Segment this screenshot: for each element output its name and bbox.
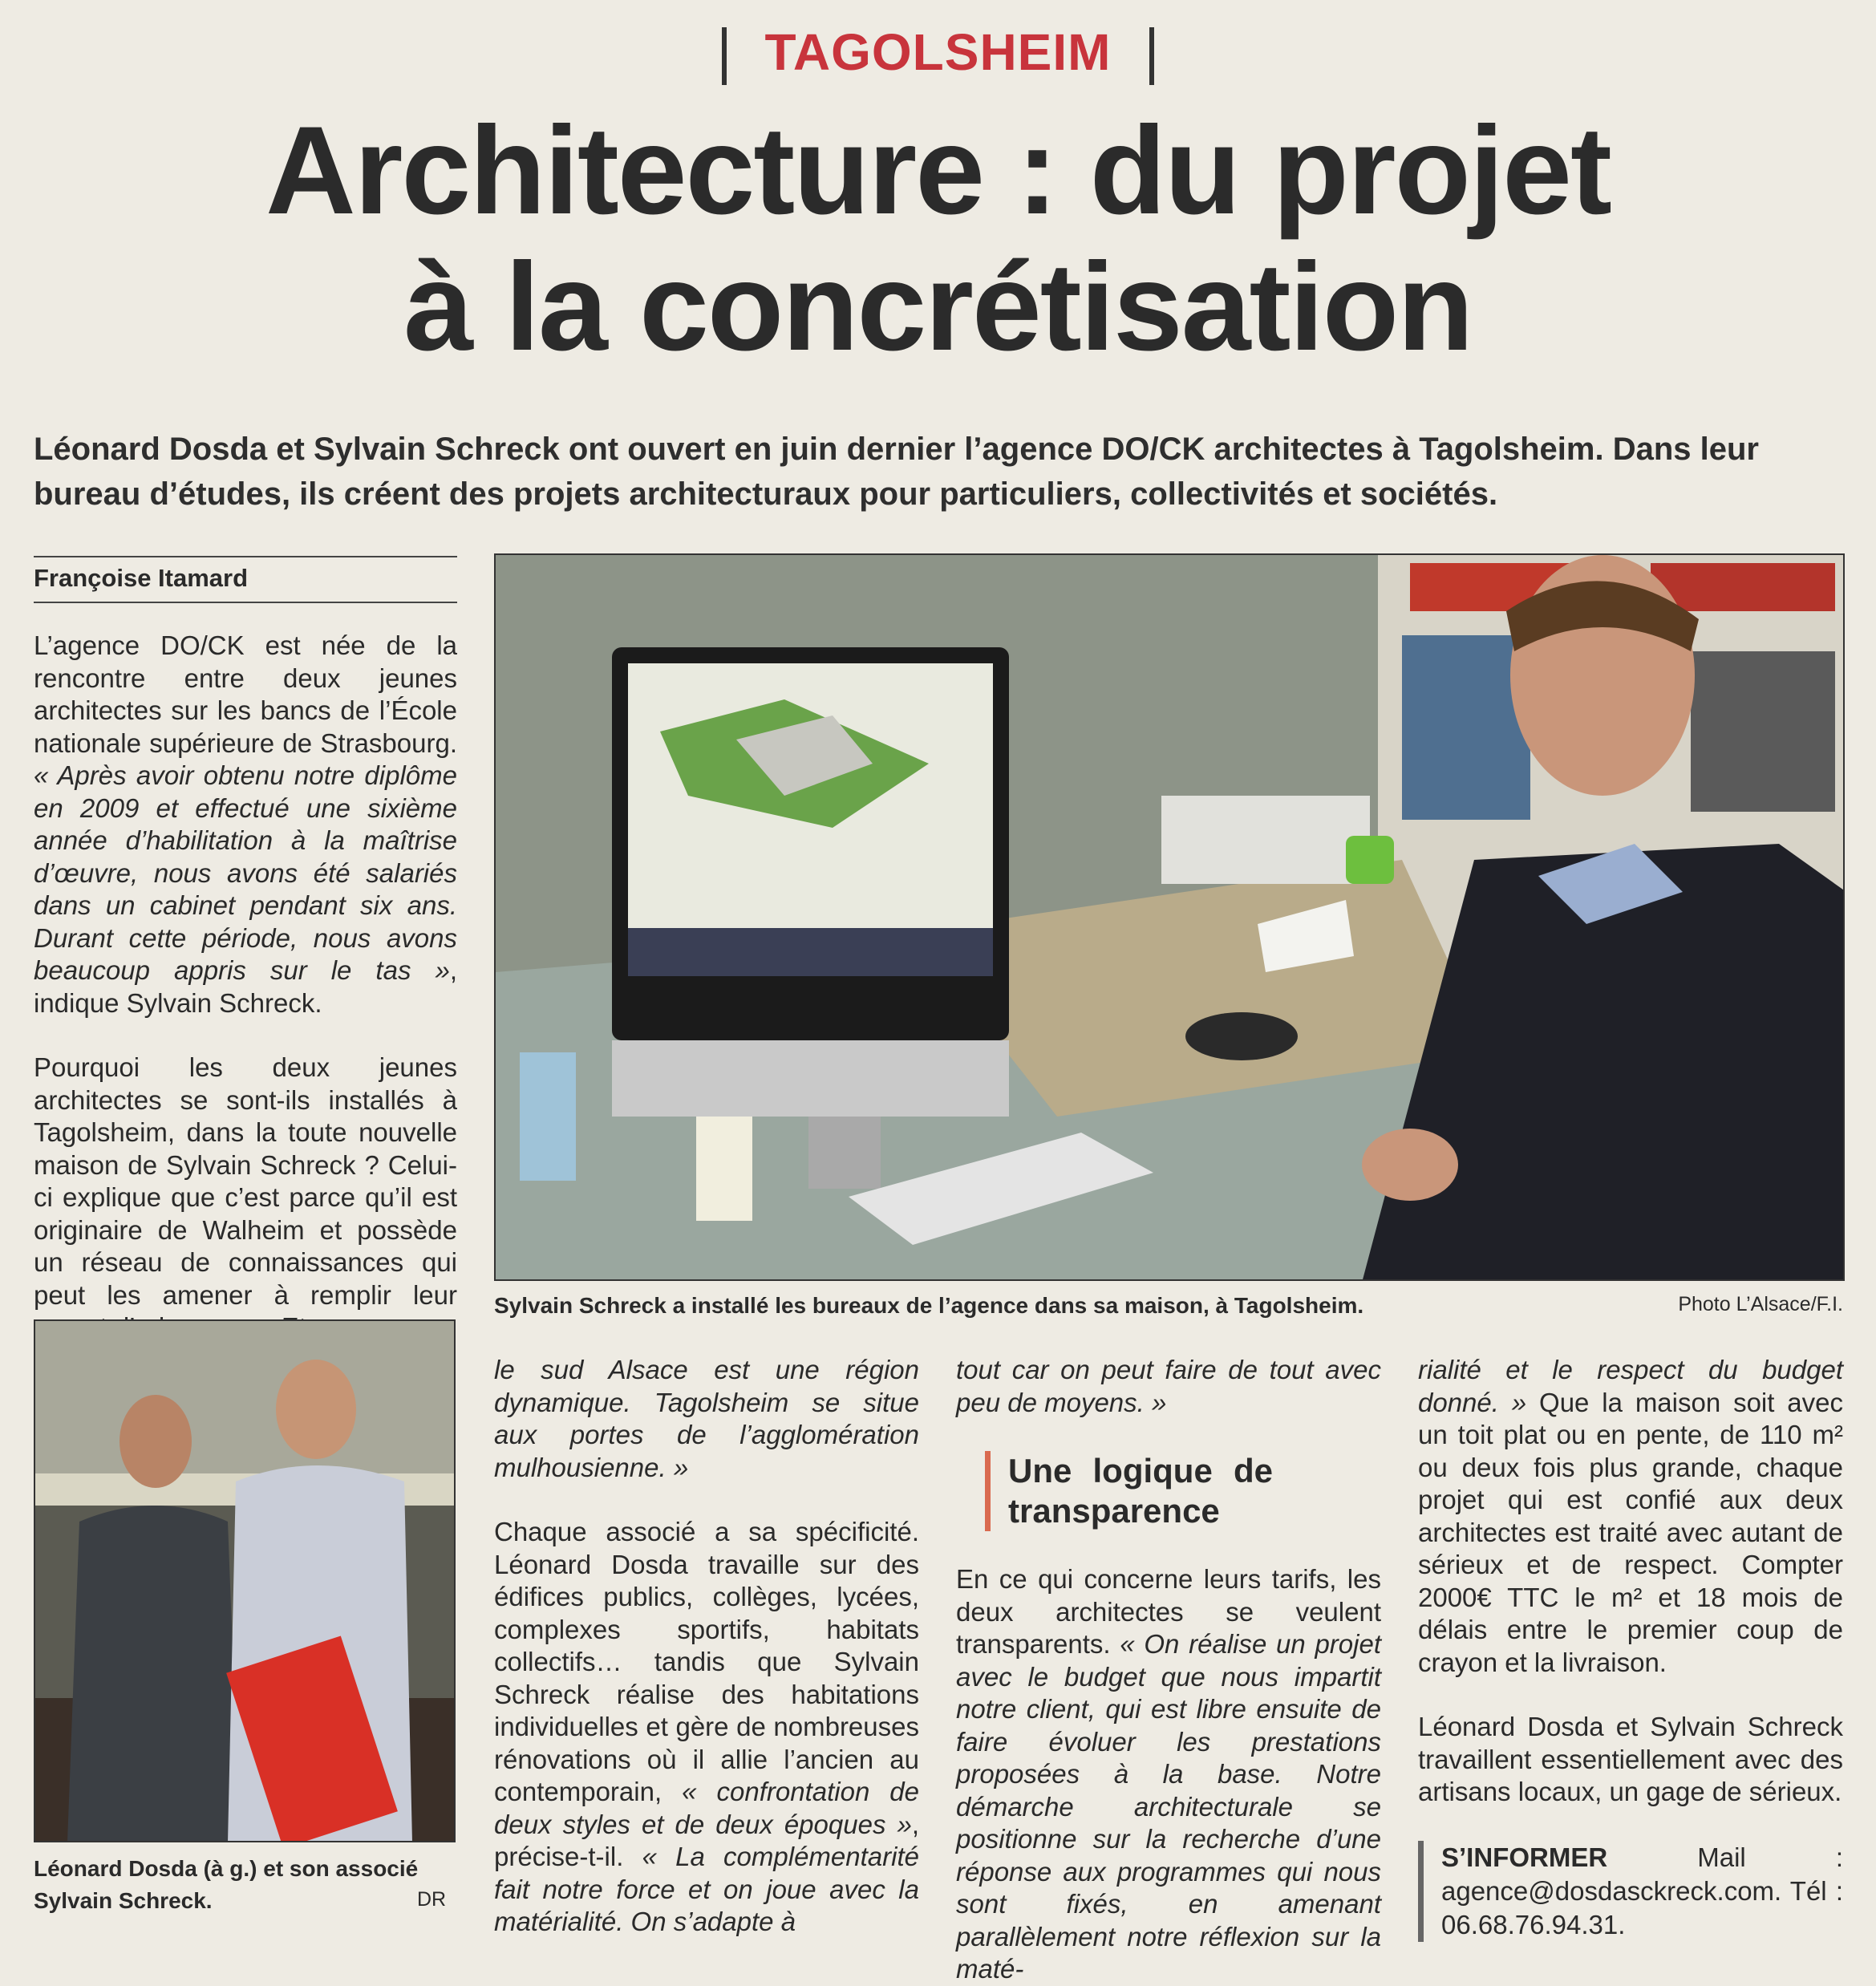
col4-paragraph-1: [1418, 1354, 1843, 1679]
col2-p2-text-b: , précise-t-il.: [494, 1809, 919, 1871]
rubric-label: TAGOLSHEIM: [764, 23, 1112, 81]
col3-p2-text: En ce qui concerne leurs tarifs, les deux architectes se veulent transparents.: [956, 1564, 1381, 1659]
info-box: [1418, 1841, 1843, 1942]
lede: Léonard Dosda et Sylvain Schreck ont ouvert en juin dernier l’agence DO/CK architectes à Tagolsheim. Dans leur bureau d’études, ils créent des projets architecturaux pour particuliers, collectivités et sociétés.: [34, 432, 1759, 512]
col1-paragraph-1: [34, 630, 457, 1019]
byline-rule-bottom: [34, 602, 457, 603]
col2-p2-text: Chaque associé a sa spécificité. Léonard Dosda travaille sur des édifices publics, collèges, lycées, complexes sportifs, habitats collectifs… tandis que Sylvain Schreck réalise des habitations individuelles et gère de nombreuses rénovations où il allie l’ancien au contemporain,: [494, 1517, 919, 1806]
info-label: S’INFORMER: [1441, 1842, 1608, 1872]
col3-paragraph-2: [956, 1563, 1381, 1986]
main-photo-caption: Sylvain Schreck a installé les bureaux de l’agence dans sa maison, à Tagolsheim.: [494, 1293, 1364, 1318]
small-photo: [34, 1319, 456, 1842]
col1-p1-quote: « Après avoir obtenu notre diplôme en 2009 et effectué une sixième année d’habilitation à la maîtrise d’œuvre, nous avons été salariés dans un cabinet pendant six ans. Durant cette période, nous avons beaucoup appris sur le tas »: [34, 760, 457, 985]
col3-subhead: Une logique de transparence: [985, 1451, 1273, 1531]
headline-line-1: Architecture : du projet: [265, 101, 1611, 241]
col4-p1-quote: rialité et le respect du budget donné. »: [1418, 1355, 1843, 1417]
col2-p1-quote: le sud Alsace est une région dynamique. Tagolsheim se situe aux portes de l’agglomération mulhousienne. »: [494, 1355, 919, 1482]
col2-paragraph-2: [494, 1516, 919, 1939]
col1-p2-text: Pourquoi les deux jeunes architectes se sont-ils installés à Tagolsheim, dans la toute nouvelle maison de Sylvain Schreck ? Celui-ci explique que c’est parce qu’il est originaire de Walheim et possède un réseau de connaissances qui peut les amener à remplir leur: [34, 1052, 457, 1310]
column-1: [34, 630, 457, 1344]
col2-paragraph-1: [494, 1354, 919, 1484]
col1-paragraph-2: [34, 1052, 457, 1344]
col1-p1-text-b: , indique Sylvain Schreck.: [34, 955, 457, 1018]
col1-p1-text: L’agence DO/CK est née de la rencontre entre deux jeunes architectes sur les bancs de l’École nationale supérieure de Strasbourg.: [34, 630, 457, 758]
rubric-divider-right: [1149, 27, 1154, 85]
rubric-divider-left: [722, 27, 727, 85]
section-rubric: [0, 22, 1876, 85]
small-photo-credit: DR: [417, 1888, 447, 1911]
column-3: [956, 1354, 1381, 1986]
col4-p1-text: Que la maison soit avec un toit plat ou en pente, de 110 m² ou deux fois plus grande, chaque projet qui est confié aux deux architectes est traité avec autant de sérieux et de respect. Compter 2000€ TTC le m² et 18 mois de délais entre le premier coup de crayon et la livraison.: [1418, 1387, 1843, 1677]
col2-p2-quote-2: « La complémentarité fait notre force et on joue avec la matérialité. On s’adapte à: [494, 1842, 919, 1936]
col3-p2-quote: « On réalise un projet avec le budget que nous impartit notre client, qui est libre ensuite de faire évoluer les prestations proposées à la base. Notre démarche architecturale se positionne sur la recherche d’une réponse aux programmes qui nous sont fixés, en amenant parallèlement notre réflexion sur la maté-: [956, 1629, 1382, 1984]
main-photo-illustration: [496, 555, 1845, 1281]
headline-line-2: à la concrétisation: [403, 237, 1473, 377]
info-text: Mail : agence@dosdasckreck.com. Tél : 06.68.76.94.31.: [1441, 1842, 1843, 1939]
col3-paragraph-1: [956, 1354, 1381, 1419]
main-photo-credit: Photo L’Alsace/F.I.: [1678, 1293, 1843, 1315]
headline: [0, 103, 1876, 375]
byline: Françoise Itamard: [34, 564, 249, 592]
col2-p2-quote-1: « confrontation de deux styles et de deux époques »: [494, 1777, 920, 1839]
main-photo: [494, 553, 1845, 1281]
column-2: [494, 1354, 919, 1939]
col3-p1-quote: tout car on peut faire de tout avec peu de moyens. »: [956, 1355, 1381, 1417]
column-4: [1418, 1354, 1843, 1942]
small-photo-illustration: [35, 1321, 456, 1842]
col4-paragraph-2: Léonard Dosda et Sylvain Schreck travaillent essentiellement avec des artisans locaux, un gage de sérieux.: [1418, 1712, 1843, 1806]
small-photo-caption: Léonard Dosda (à g.) et son associé Sylvain Schreck.: [34, 1856, 419, 1913]
byline-rule-top: [34, 556, 457, 557]
